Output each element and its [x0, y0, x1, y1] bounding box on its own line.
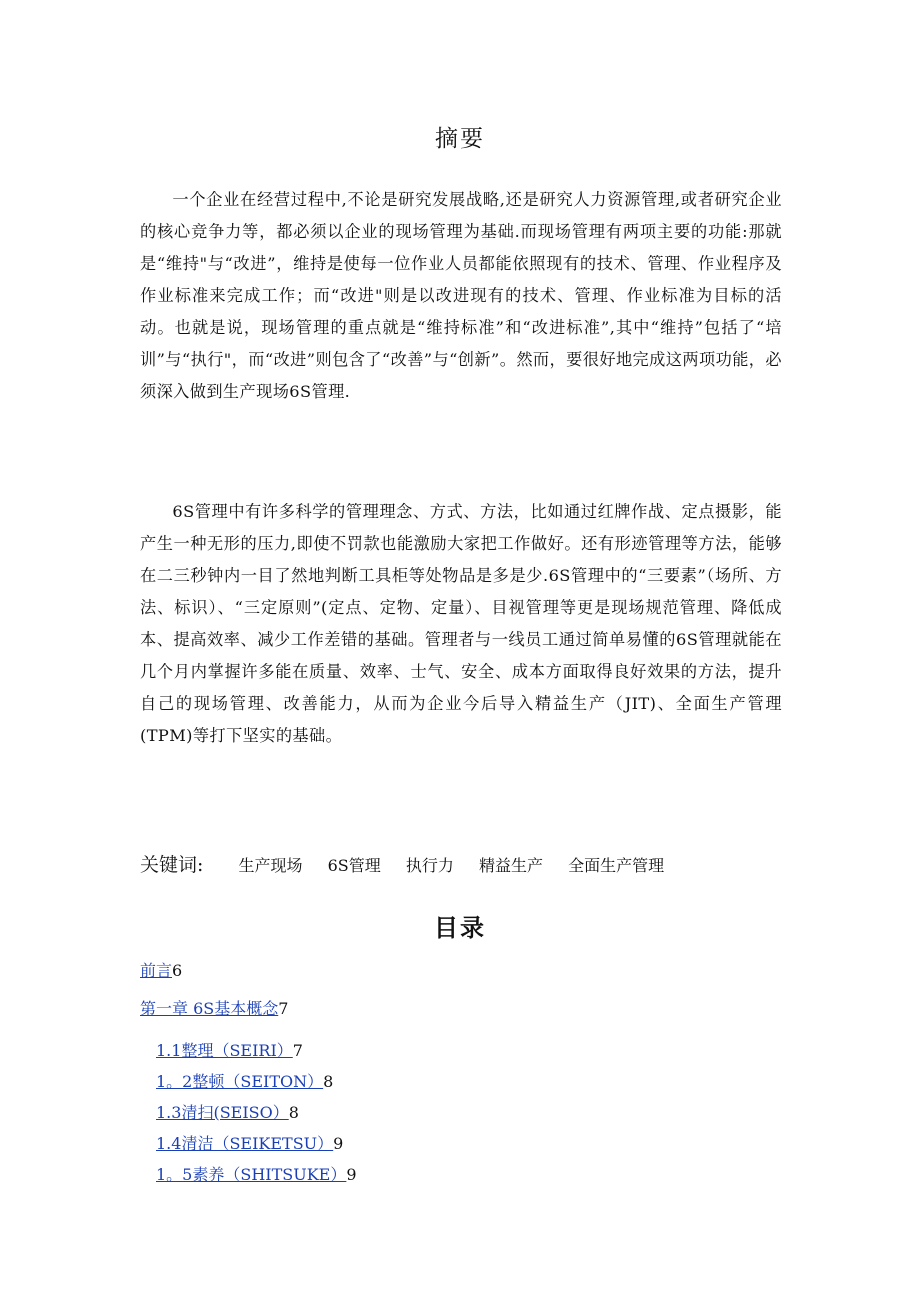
toc-link-1-1[interactable]: 1.1整理（SEIRI）: [156, 1041, 293, 1060]
toc-link-1-3[interactable]: 1.3清扫(SEISO）: [156, 1103, 289, 1122]
keyword-item: 生产现场: [238, 856, 303, 875]
toc-page-number: 8: [323, 1072, 334, 1091]
keywords-line: [140, 850, 780, 880]
toc-page-number: 8: [288, 1103, 299, 1122]
toc-link-chapter-1[interactable]: 第一章 6S基本概念: [140, 999, 279, 1018]
toc-entry: [156, 1131, 343, 1154]
toc-entry: [140, 996, 288, 1019]
abstract-paragraph-1: 一个企业在经营过程中,不论是研究发展战略,还是研究人力资源管理,或者研究企业的核心竞争力等，都必须以企业的现场管理为基础.而现场管理有两项主要的功能:那就是“维持"与“改进”，维持是使每一位作业人员都能依照现有的技术、管理、作业程序及作业标准来完成工作；而“改进"则是以改进现有的技术、管理、作业标准为目标的活动。也就是说，现场管理的重点就是“维持标准”和“改进标准”,其中“维持”包括了“培训”与“执行"，而“改进”则包含了“改善”与“创新”。然而，要很好地完成这两项功能，必须深入做到生产现场6S管理.: [140, 190, 782, 401]
toc-page-number: 9: [333, 1134, 344, 1153]
keyword-item: 6S管理: [327, 856, 381, 875]
toc-page-number: 9: [346, 1165, 357, 1184]
toc-entry: [156, 1162, 357, 1185]
abstract-title: 摘要: [435, 126, 485, 152]
toc-entry: [156, 1100, 299, 1123]
keyword-item: 精益生产: [478, 856, 543, 875]
toc-page-number: 7: [292, 1041, 303, 1060]
toc-entry: [156, 1069, 333, 1092]
toc-entry: [156, 1038, 303, 1061]
keywords-label: 关键词:: [140, 854, 204, 876]
toc-link-1-2[interactable]: 1。2整顿（SEITON）: [156, 1072, 324, 1091]
toc-title: 目录: [434, 913, 486, 942]
toc-link-1-5[interactable]: 1。5素养（SHITSUKE）: [156, 1165, 347, 1184]
toc-link-1-4[interactable]: 1.4清洁（SEIKETSU）: [156, 1134, 334, 1153]
toc-page-number: 7: [278, 999, 289, 1018]
toc-entry: [140, 958, 182, 981]
toc-page-number: 6: [172, 961, 183, 980]
toc-link-preface[interactable]: 前言: [140, 961, 173, 980]
keyword-item: 执行力: [405, 856, 454, 875]
abstract-paragraph-2: 6S管理中有许多科学的管理理念、方式、方法，比如通过红牌作战、定点摄影，能产生一种无形的压力,即使不罚款也能激励大家把工作做好。还有形迹管理等方法，能够在二三秒钟内一目了然地判断工具柜等处物品是多是少.6S管理中的“三要素”（场所、方法、标识）、“三定原则”(定点、定物、定量）、目视管理等更是现场规范管理、降低成本、提高效率、减少工作差错的基础。管理者与一线员工通过简单易懂的6S管理就能在几个月内掌握许多能在质量、效率、士气、安全、成本方面取得良好效果的方法，提升自己的现场管理、改善能力，从而为企业今后导入精益生产（JIT)、全面生产管理(TPM)等打下坚实的基础。: [140, 502, 782, 745]
keyword-item: 全面生产管理: [568, 856, 665, 875]
